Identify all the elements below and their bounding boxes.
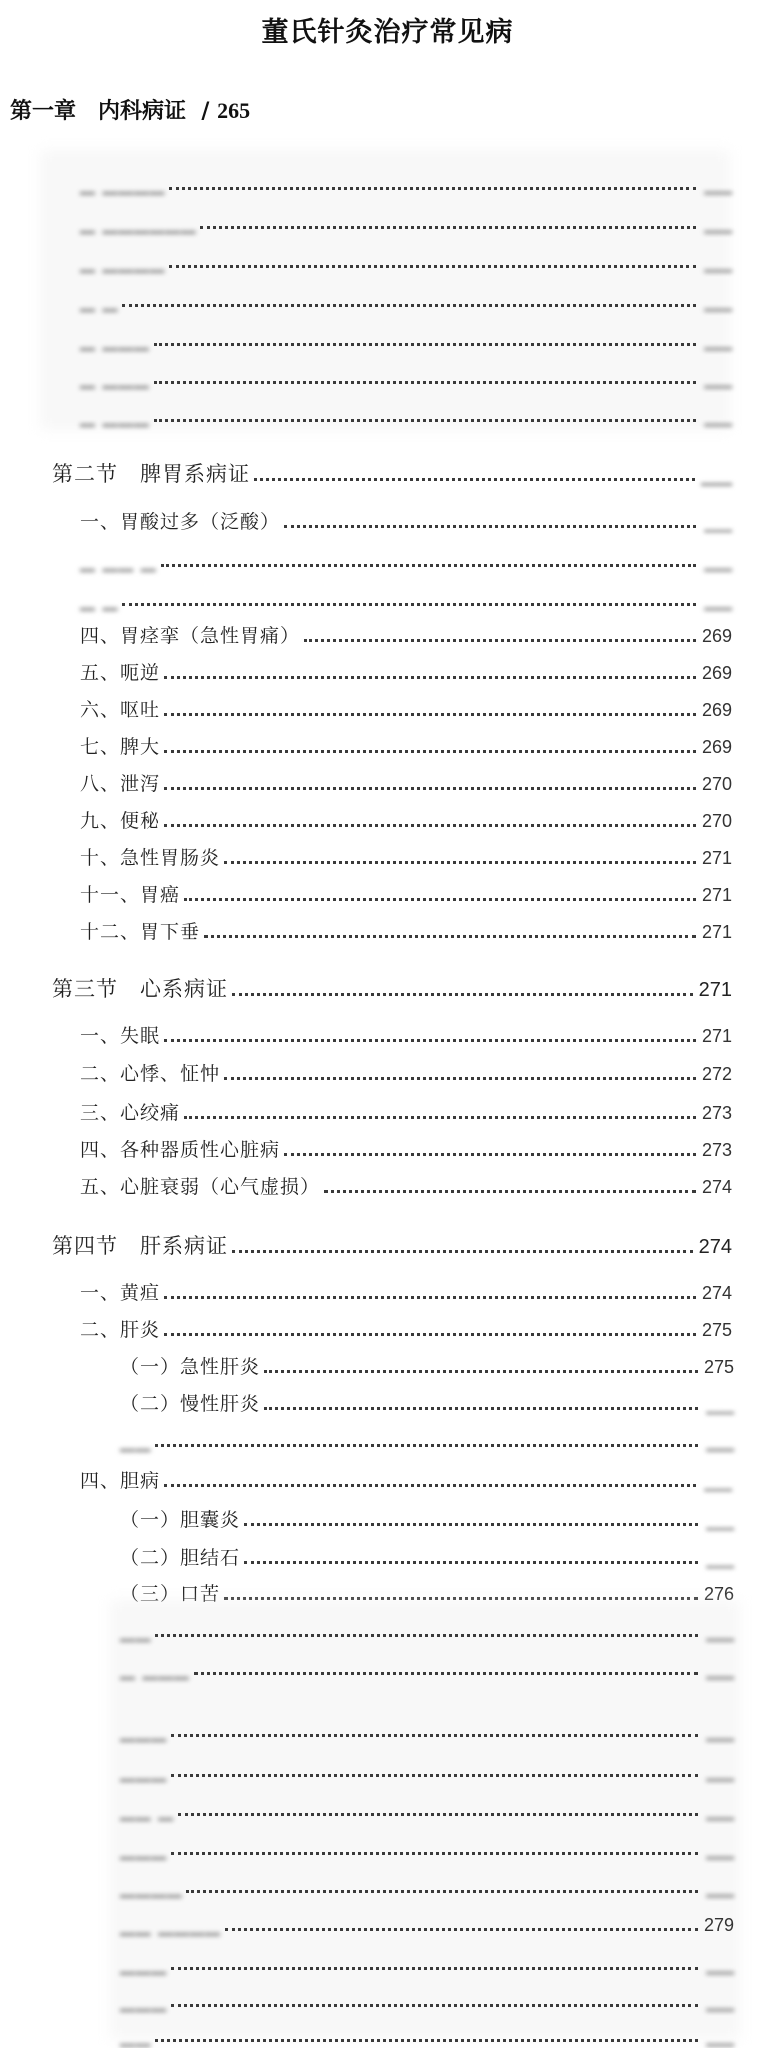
toc-row[interactable]: 十一、胃癌 271: [80, 879, 732, 907]
toc-row[interactable]: ▁▁▁▁ ▁▁: [120, 1871, 734, 1898]
toc-row[interactable]: 四、胆病 ▁▁: [80, 1465, 732, 1493]
toc-row[interactable]: 二、心悸、怔忡 272: [80, 1058, 732, 1086]
toc-row[interactable]: （一）胆囊炎 ▁▁: [120, 1504, 734, 1532]
toc-section-spleen-stomach[interactable]: 第二节 脾胃系病证 ▁▁: [52, 458, 732, 488]
toc-section-heart[interactable]: 第三节 心系病证 271: [52, 973, 732, 1003]
toc-row[interactable]: ▁▁▁ ▁▁: [120, 1833, 734, 1860]
toc-row[interactable]: 三、心绞痛 273: [80, 1097, 732, 1125]
toc-row[interactable]: （三）口苦 276: [120, 1578, 734, 1606]
toc-row[interactable]: 一、胃酸过多（泛酸） ▁▁: [80, 506, 732, 534]
toc-row[interactable]: （二）胆结石 ▁▁: [120, 1542, 734, 1570]
toc-row[interactable]: 七、脾大 269: [80, 731, 732, 759]
toc-row[interactable]: （一）急性肝炎 275: [120, 1351, 734, 1379]
chapter-title: 第一章 内科病证: [10, 98, 187, 124]
toc-row[interactable]: ▁▁▁ ▁▁: [120, 1985, 734, 2012]
toc-row[interactable]: 五、呃逆 269: [80, 657, 732, 685]
toc-row[interactable]: 一、黄疸 274: [80, 1277, 732, 1305]
toc-row[interactable]: ▁ ▁▁▁ ▁▁: [80, 324, 732, 351]
toc-row[interactable]: ▁ ▁▁▁▁ ▁▁: [80, 246, 732, 273]
toc-row[interactable]: ▁ ▁▁▁▁▁▁ ▁▁: [80, 207, 732, 234]
toc-row[interactable]: ▁ ▁▁▁ ▁▁: [80, 362, 732, 389]
toc-row[interactable]: 六、呕吐 269: [80, 694, 732, 722]
toc-row[interactable]: ▁ ▁▁▁ ▁▁: [120, 1653, 734, 1680]
toc-row[interactable]: ▁ ▁▁▁ ▁▁: [80, 400, 732, 427]
toc-row[interactable]: 十、急性胃肠炎 271: [80, 842, 732, 870]
chapter-separator: /: [201, 98, 210, 124]
toc-row[interactable]: ▁ ▁▁ ▁ ▁▁: [80, 545, 732, 572]
toc-row[interactable]: ▁▁▁ ▁▁: [120, 1715, 734, 1742]
toc-row[interactable]: ▁▁ ▁▁: [120, 2020, 734, 2047]
chapter-page: 265: [217, 98, 251, 123]
toc-row[interactable]: 九、便秘 270: [80, 805, 732, 833]
toc-row[interactable]: 十二、胃下垂 271: [80, 916, 732, 944]
toc-row[interactable]: 五、心脏衰弱（心气虚损） 274: [80, 1171, 732, 1199]
toc-row[interactable]: ▁▁ ▁▁: [120, 1615, 734, 1642]
toc-row[interactable]: ▁▁▁ ▁▁: [120, 1755, 734, 1782]
toc-row[interactable]: ▁▁ ▁ ▁▁: [120, 1794, 734, 1821]
toc-row[interactable]: 一、失眠 271: [80, 1020, 732, 1048]
toc-section-liver[interactable]: 第四节 肝系病证 274: [52, 1230, 732, 1260]
toc-row[interactable]: （二）慢性肝炎 ▁▁: [120, 1388, 734, 1416]
toc-row[interactable]: 四、胃痉挛（急性胃痛） 269: [80, 620, 732, 648]
toc-row[interactable]: ▁▁▁ ▁▁: [120, 1948, 734, 1975]
toc-row[interactable]: ▁▁ ▁▁: [120, 1425, 734, 1452]
toc-row[interactable]: 二、肝炎 275: [80, 1314, 732, 1342]
book-title: 董氏针灸治疗常见病: [261, 17, 514, 48]
toc-row[interactable]: ▁▁ ▁▁▁▁ 279: [120, 1909, 734, 1936]
toc-row[interactable]: 八、泄泻 270: [80, 768, 732, 796]
toc-row[interactable]: 四、各种器质性心脏病 273: [80, 1134, 732, 1162]
toc-row[interactable]: ▁ ▁ ▁▁: [80, 584, 732, 611]
toc-row[interactable]: ▁ ▁▁▁▁ ▁▁: [80, 168, 732, 195]
toc-row[interactable]: ▁ ▁ ▁▁: [80, 285, 732, 312]
